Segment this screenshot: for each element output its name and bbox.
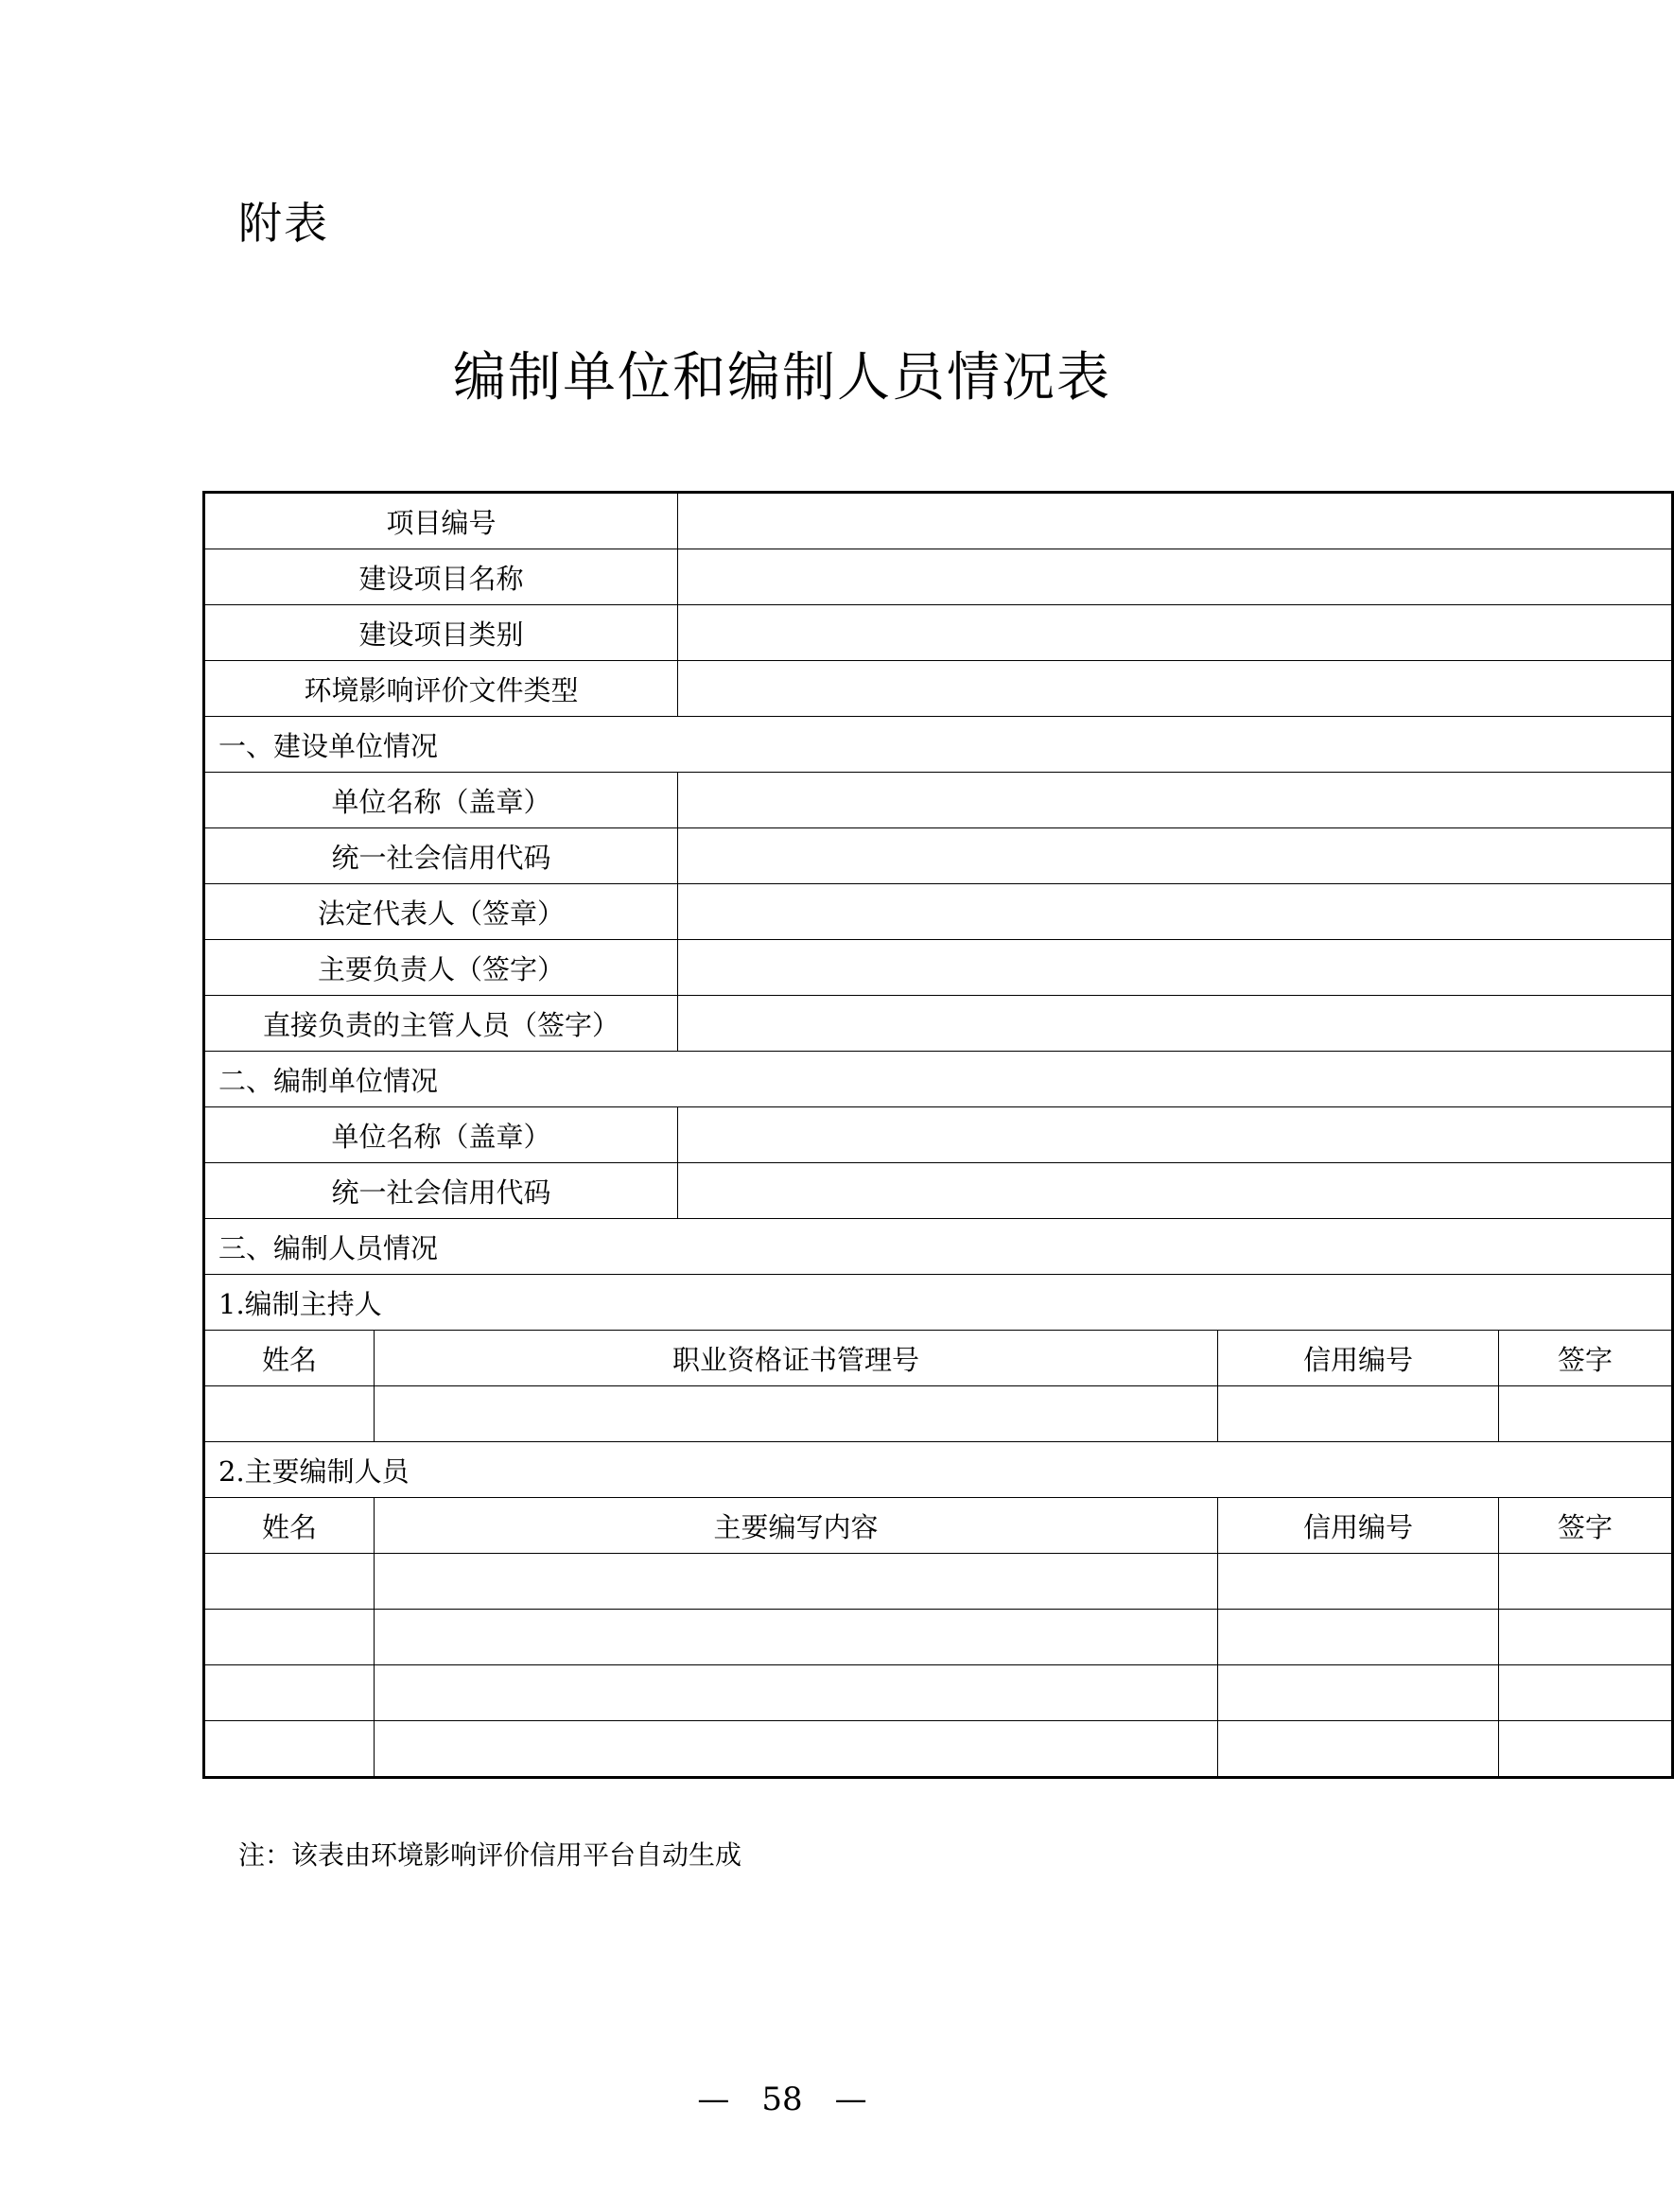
blank-cell <box>1499 1554 1673 1610</box>
form-row-credit-code <box>204 828 1673 884</box>
blank-cell <box>1218 1554 1499 1610</box>
blank-cell <box>1218 1386 1499 1442</box>
form-row-compiler-credit-code <box>204 1163 1673 1219</box>
field-label: 法定代表人（签章） <box>204 884 678 940</box>
form-row-project-category <box>204 605 1673 661</box>
field-label: 单位名称（盖章） <box>204 773 678 828</box>
blank-cell <box>204 1386 375 1442</box>
form-row-unit-name <box>204 773 1673 828</box>
field-label: 项目编号 <box>204 493 678 549</box>
form-row-legal-representative <box>204 884 1673 940</box>
field-label: 主要负责人（签字） <box>204 940 678 996</box>
field-value <box>678 661 1673 717</box>
field-value <box>678 996 1673 1052</box>
subsection-heading-staff <box>204 1442 1673 1498</box>
column-header-certificate-number: 职业资格证书管理号 <box>375 1331 1218 1386</box>
field-value <box>678 884 1673 940</box>
host-column-header-row <box>204 1331 1673 1386</box>
field-label: 直接负责的主管人员（签字） <box>204 996 678 1052</box>
section-heading: 三、编制人员情况 <box>204 1219 1673 1275</box>
column-header-credit-number: 信用编号 <box>1218 1331 1499 1386</box>
blank-cell <box>375 1386 1218 1442</box>
appendix-label: 附表 <box>238 198 329 249</box>
blank-cell <box>1499 1386 1673 1442</box>
page-number: — 58 — <box>697 2081 867 2118</box>
column-header-content: 主要编写内容 <box>375 1498 1218 1554</box>
field-label: 单位名称（盖章） <box>204 1107 678 1163</box>
section-heading-compiling-unit <box>204 1052 1673 1107</box>
form-row-project-name <box>204 549 1673 605</box>
column-header-signature: 签字 <box>1499 1498 1673 1554</box>
form-row-eia-document-type <box>204 661 1673 717</box>
field-value <box>678 940 1673 996</box>
blank-cell <box>204 1665 375 1721</box>
field-value <box>678 1107 1673 1163</box>
blank-cell <box>1499 1721 1673 1778</box>
staff-column-header-row <box>204 1498 1673 1554</box>
column-header-name: 姓名 <box>204 1498 375 1554</box>
staff-data-row <box>204 1554 1673 1610</box>
blank-cell <box>1218 1610 1499 1665</box>
section-heading: 一、建设单位情况 <box>204 717 1673 773</box>
subsection-heading-host <box>204 1275 1673 1331</box>
blank-cell <box>1499 1665 1673 1721</box>
blank-cell <box>375 1610 1218 1665</box>
blank-cell <box>1218 1721 1499 1778</box>
staff-data-row <box>204 1721 1673 1778</box>
document-title: 编制单位和编制人员情况表 <box>453 347 1111 409</box>
blank-cell <box>204 1554 375 1610</box>
field-label: 建设项目名称 <box>204 549 678 605</box>
blank-cell <box>204 1610 375 1665</box>
blank-cell <box>375 1665 1218 1721</box>
field-label: 统一社会信用代码 <box>204 1163 678 1219</box>
staffing-form-table <box>202 491 1674 1779</box>
column-header-signature: 签字 <box>1499 1331 1673 1386</box>
form-row-compiler-unit-name <box>204 1107 1673 1163</box>
field-value <box>678 828 1673 884</box>
staff-data-row <box>204 1665 1673 1721</box>
host-data-row <box>204 1386 1673 1442</box>
form-row-principal <box>204 940 1673 996</box>
field-label: 统一社会信用代码 <box>204 828 678 884</box>
form-row-supervisor <box>204 996 1673 1052</box>
section-heading-construction-unit <box>204 717 1673 773</box>
field-value <box>678 773 1673 828</box>
field-value <box>678 549 1673 605</box>
blank-cell <box>204 1721 375 1778</box>
blank-cell <box>375 1721 1218 1778</box>
field-label: 建设项目类别 <box>204 605 678 661</box>
form-row-project-number <box>204 493 1673 549</box>
staff-data-row <box>204 1610 1673 1665</box>
section-heading-compiling-staff <box>204 1219 1673 1275</box>
field-value <box>678 605 1673 661</box>
field-value <box>678 1163 1673 1219</box>
blank-cell <box>1499 1610 1673 1665</box>
section-heading: 二、编制单位情况 <box>204 1052 1673 1107</box>
subsection-heading: 2.主要编制人员 <box>204 1442 1673 1498</box>
column-header-name: 姓名 <box>204 1331 375 1386</box>
blank-cell <box>375 1554 1218 1610</box>
field-value <box>678 493 1673 549</box>
column-header-credit-number: 信用编号 <box>1218 1498 1499 1554</box>
blank-cell <box>1218 1665 1499 1721</box>
field-label: 环境影响评价文件类型 <box>204 661 678 717</box>
subsection-heading: 1.编制主持人 <box>204 1275 1673 1331</box>
footnote: 注：该表由环境影响评价信用平台自动生成 <box>238 1839 742 1871</box>
